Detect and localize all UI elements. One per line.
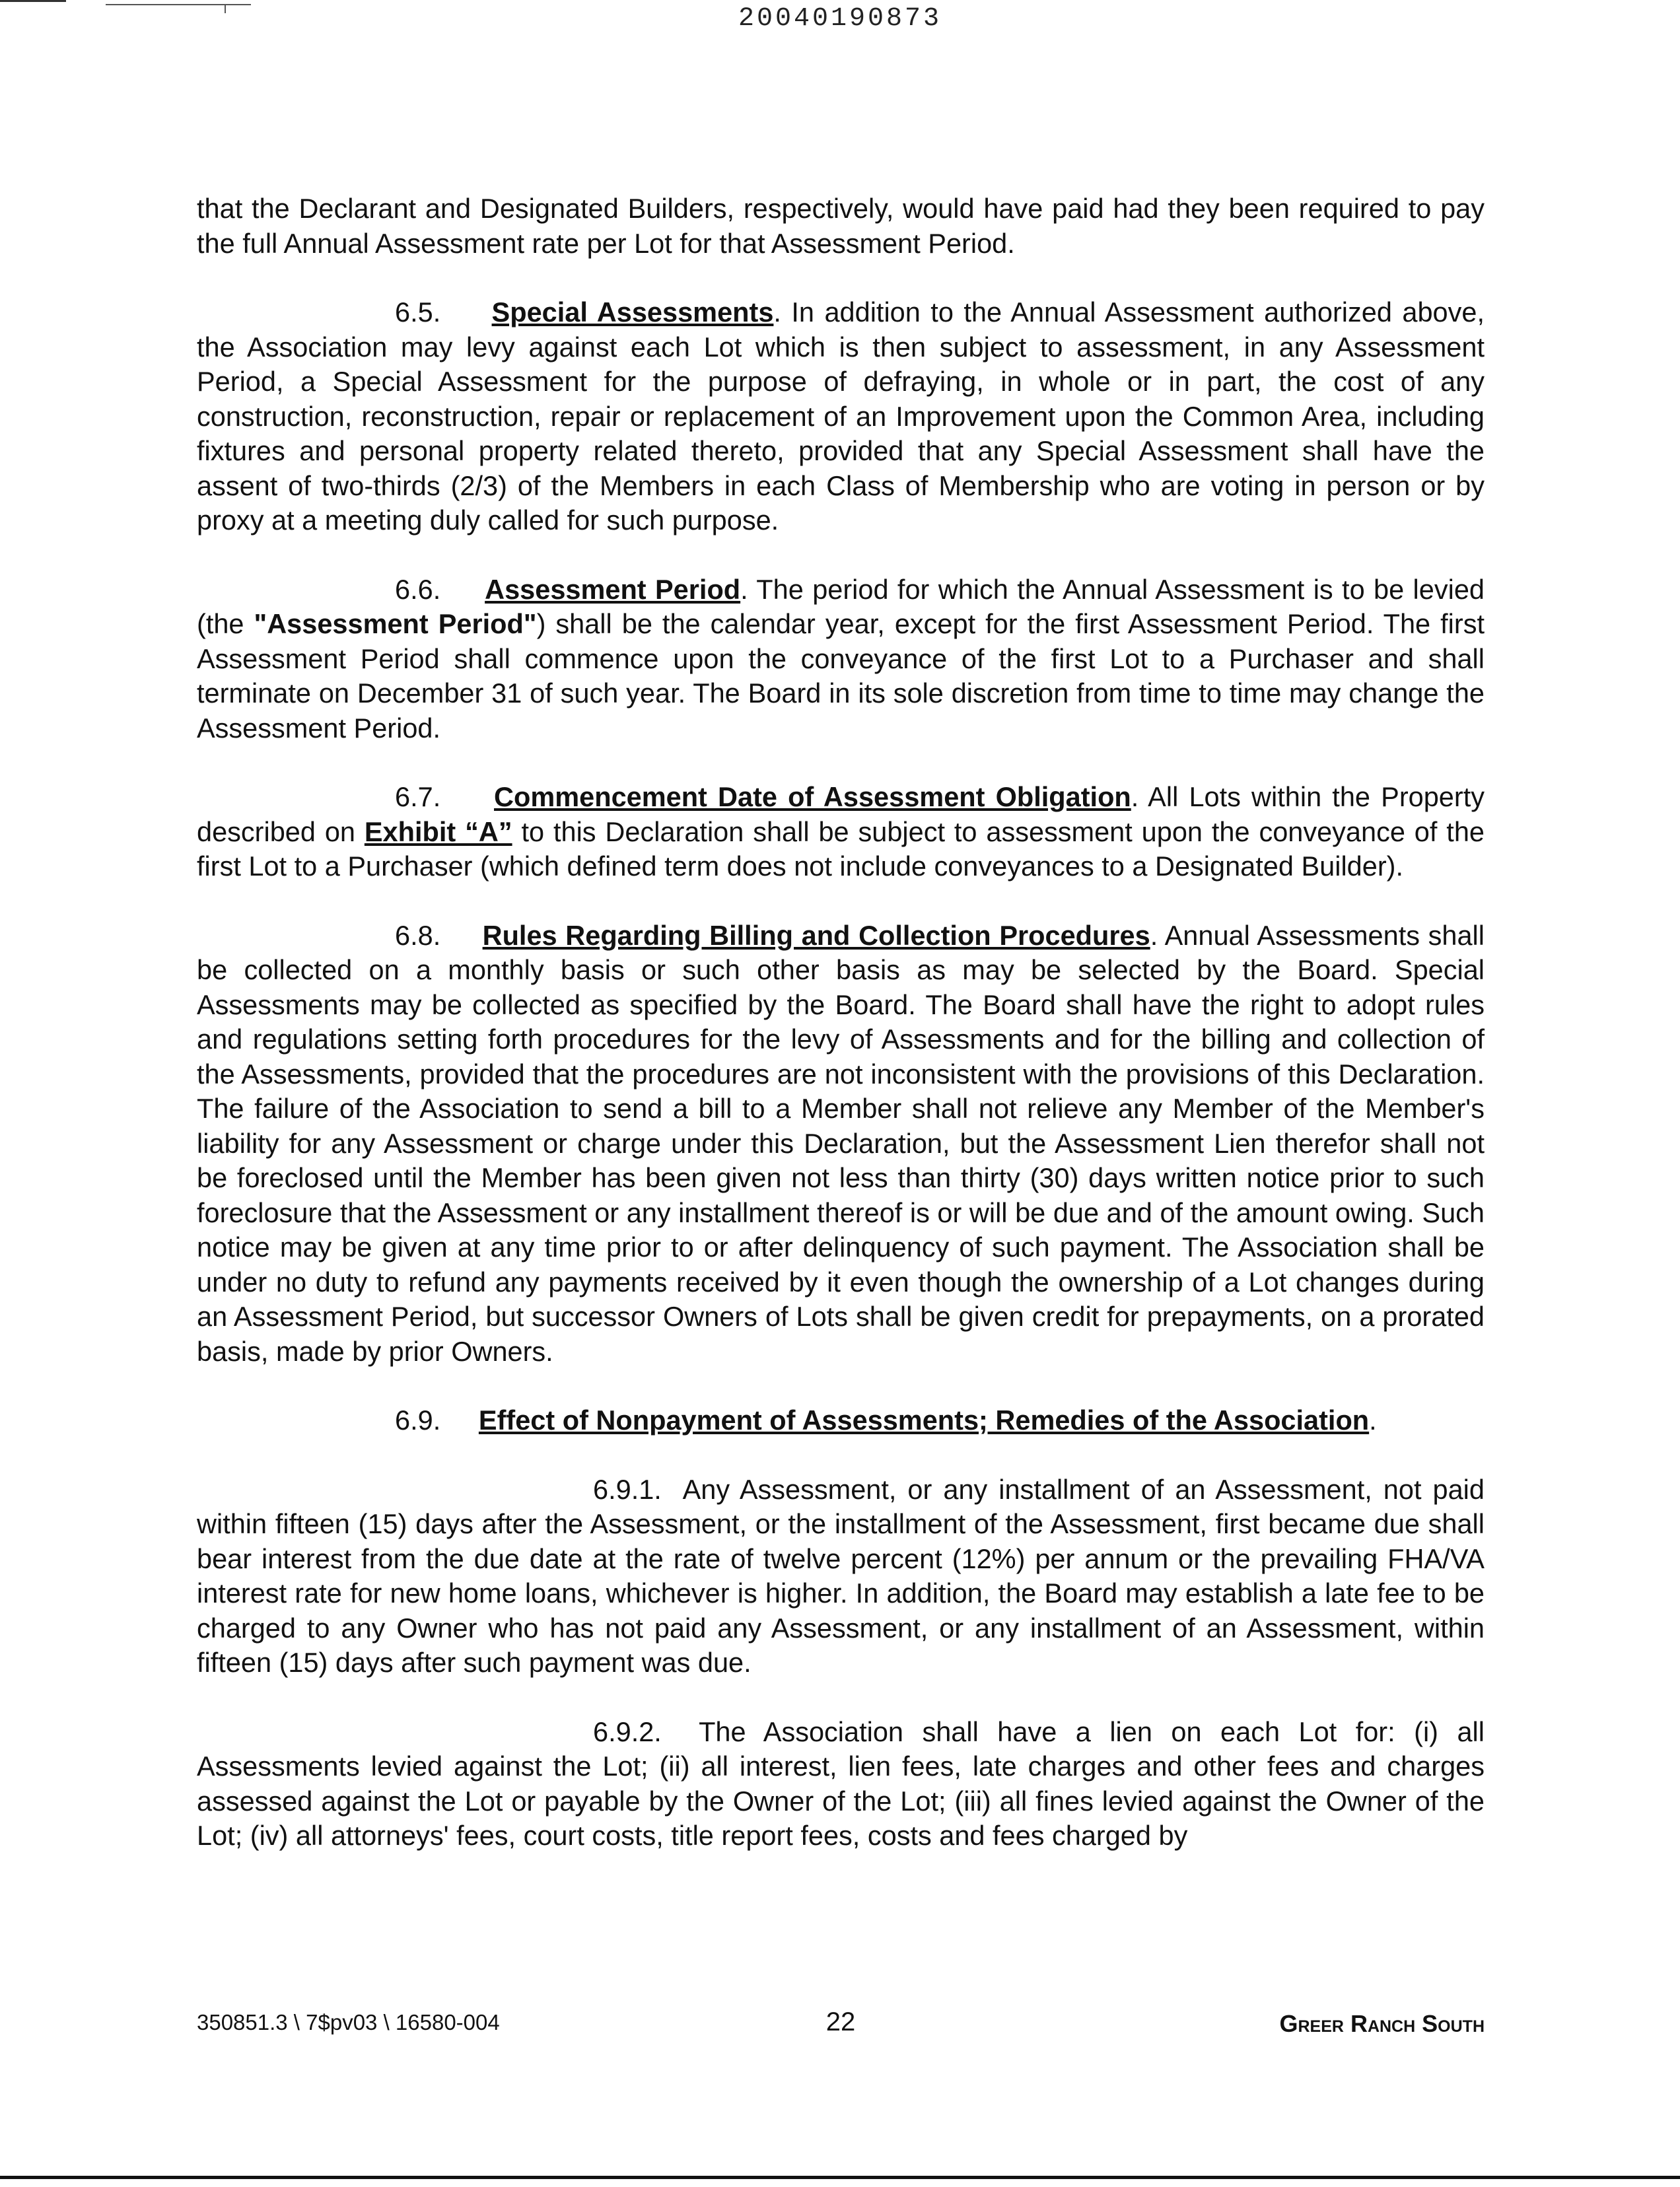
- section-text: . All Lots within the Property described on: [197, 781, 1485, 847]
- section-heading: Commencement Date of Assessment Obligation: [494, 781, 1131, 812]
- section-number: 6.9.: [395, 1405, 441, 1436]
- scan-top-rule: [0, 0, 66, 2]
- section-heading: Special Assessments: [491, 296, 774, 328]
- section-number: 6.9.1.: [593, 1473, 662, 1505]
- footer-project-name: Greer Ranch South: [1279, 2010, 1485, 2037]
- paragraph-intro: that the Declarant and Designated Builders, respectively, would have paid had they been required to pay the full Annual Assessment rate per Lot for that Assessment Period.: [197, 193, 1485, 259]
- section-text: . Annual Assessments shall be collected on a monthly basis or such other basis as may be selected by the Board. Special Assessments may be collected as specified by the Board. The Board shall have the right to adopt rules and regulations setting forth procedures for the levy of Assessments and for the billing and collection of the Assessments, provided that the procedures are not inconsistent with the provisions of this Declaration. The failure of the Association to send a bill to a Member shall not relieve any Member of the Member's liability for any Assessment or charge under this Declaration, but the Assessment Lien therefor shall not be foreclosed until the Member has been given not less than thirty (30) days written notice prior to such foreclosure that the Assessment or any installment thereof is or will be due and of the amount owing. Such notice may be given at any time prior to or after delinquency of such payment. The Association shall be under no duty to refund any payments received by it even though the ownership of a Lot changes during an Assessment Period, but successor Owners of Lots shall be given credit for prepayments, on a prorated basis, made by prior Owners.: [197, 919, 1485, 1367]
- section-number: 6.8.: [395, 919, 441, 951]
- section-6-8: [197, 919, 1485, 1370]
- section-text-cont: ) shall be the calendar year, except for the first Assessment Period. The first Assessment Period shall commence upon the conveyance of the first Lot to a Purchaser and shall terminate on December 31 of such year. The Board in its sole discretion from time to time may change the Assessment Period.: [197, 608, 1485, 744]
- section-number: 6.7.: [395, 781, 441, 812]
- section-text: . The period for which the Annual Assessment is to be levied (the: [197, 573, 1485, 639]
- scan-bottom-rule: [0, 2176, 1680, 2179]
- document-body: [197, 191, 1485, 1854]
- section-6-9: [197, 1403, 1485, 1438]
- section-heading-tail: .: [1369, 1405, 1377, 1436]
- defined-term: "Assessment Period": [254, 608, 537, 639]
- section-text: Any Assessment, or any installment of an Assessment, not paid within fifteen (15) days after the Assessment, or the installment of the Assessment, first became due shall bear interest from the due date at the rate of twelve percent (12%) per annum or the prevailing FHA/VA interest rate for new home loans, whichever is higher. In addition, the Board may establish a late fee to be charged to any Owner who has not paid any Assessment, or any installment of an Assessment, within fifteen (15) days after such payment was due.: [197, 1473, 1485, 1678]
- section-heading: Rules Regarding Billing and Collection Procedures: [482, 919, 1150, 951]
- section-6-6: [197, 573, 1485, 746]
- section-text-cont: to this Declaration shall be subject to assessment upon the conveyance of the first Lot to a Purchaser (which defined term does not include conveyances to a Designated Builder).: [197, 816, 1485, 882]
- section-heading: Assessment Period: [485, 573, 741, 605]
- footer-page-number: 22: [825, 2007, 856, 2036]
- section-heading: Effect of Nonpayment of Assessments; Remedies of the Association: [478, 1405, 1370, 1436]
- section-text: . In addition to the Annual Assessment authorized above, the Association may levy against each Lot which is then subject to assessment, in any Assessment Period, a Special Assessment for the purpose of defraying, in whole or in part, the cost of any construction, reconstruction, repair or replacement of an Improvement upon the Common Area, including fixtures and personal property related thereto, provided that any Special Assessment shall have the assent of two-thirds (2/3) of the Members in each Class of Membership who are voting in person or by proxy at a meeting duly called for such purpose.: [197, 296, 1485, 536]
- footer-doc-id: 350851.3 \ 7$pv03 \ 16580-004: [197, 2010, 500, 2034]
- section-number: 6.5.: [395, 296, 441, 328]
- section-number: 6.9.2.: [593, 1716, 662, 1747]
- section-6-9-1: [197, 1473, 1485, 1681]
- section-number: 6.6.: [395, 573, 441, 605]
- exhibit-reference: Exhibit “A”: [364, 816, 512, 847]
- section-6-5: [197, 295, 1485, 538]
- section-text: The Association shall have a lien on each Lot for: (i) all Assessments levied against the Lot; (ii) all interest, lien fees, late charges and other fees and charges assessed against the Lot or payable by the Owner of the Lot; (iii) all fines levied against the Owner of the Lot; (iv) all attorneys' fees, court costs, title report fees, costs and fees charged by: [197, 1716, 1485, 1851]
- recording-number: 20040190873: [738, 4, 942, 34]
- section-6-9-2: [197, 1715, 1485, 1854]
- page-footer: [197, 2007, 1485, 2043]
- section-6-7: [197, 780, 1485, 884]
